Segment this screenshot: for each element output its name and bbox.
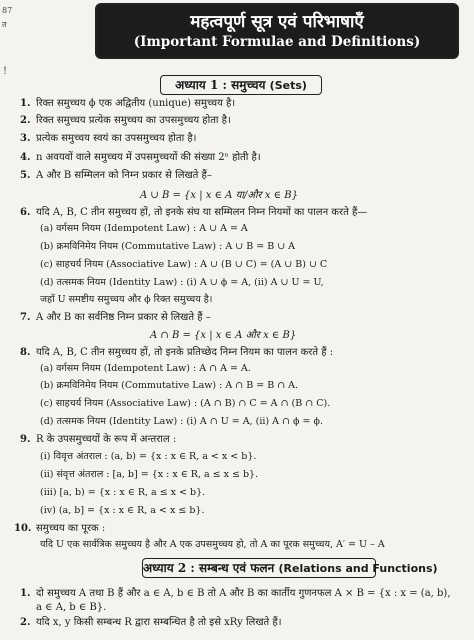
law-line: (b) क्रमविनिमेय नियम (Commutative Law) : A ∪ B = B ∪ A [40,241,296,252]
interval-line: (ii) संवृत्त अंतराल : [a, b] = {x : x ∈ R, a ≤ x ≤ b}. [40,469,259,480]
item-text: n अवयवों वाले समुच्चय में उपसमुच्चयों की संख्या 2ⁿ होती है। [36,152,261,163]
chapter-heading [160,75,322,95]
item-text: यदि A, B, C तीन समुच्चय हों, तो इनके संघ या सम्मिलन निम्न नियमों का पालन करते हैं— [36,207,368,218]
item-text: दो समुच्चय A तथा B हैं और a ∈ A, b ∈ B तो A और B का कार्तीय गुणनफल A × B = {x : x = (a, b), [36,588,451,599]
item-text: यदि x, y किसी सम्बन्ध R द्वारा सम्बन्धित है तो इसे xRy लिखते हैं। [36,617,282,628]
chapter-title-hindi: अध्याय 1 : समुच्चय [175,78,266,92]
law-line: (a) वर्गसम नियम (Idempotent Law) : A ∪ A = A [40,223,248,234]
header-title-hindi: महत्वपूर्ण सूत्र एवं परिभाषाएँ [190,12,364,32]
item-text: प्रत्येक समुच्चय स्वयं का उपसमुच्चय होता है। [36,133,197,144]
item-number: 6. [20,207,31,218]
complement-definition: यदि U एक सार्वत्रिक समुच्चय है और A एक उपसमुच्चय हो, तो A का पूरक समुच्चय, A′ = U – A [40,539,385,550]
item-number: 7. [20,312,31,323]
margin-mark: 87 [2,6,13,15]
item-text: a ∈ A, b ∈ B}. [36,602,107,613]
item-text: समुच्चय का पूरक : [36,523,106,534]
item-number: 5. [20,170,31,181]
law-line: (d) तत्समक नियम (Identity Law) : (i) A ∪ ϕ = A, (ii) A ∪ U = U, [40,277,324,288]
chapter-title-hindi: अध्याय 2 : सम्बन्ध एवं फलन [143,561,275,575]
header-title-english: (Important Formulae and Definitions) [133,34,421,50]
page-header [95,3,459,59]
interval-line: (iii) [a, b) = {x : x ∈ R, a ≤ x < b}. [40,487,206,498]
item-text: यदि A, B, C तीन समुच्चय हों, तो इनके प्रतिच्छेद निम्न नियम का पालन करते हैं : [36,347,334,358]
law-line: (d) तत्समक नियम (Identity Law) : (i) A ∩ U = A, (ii) A ∩ ϕ = ϕ. [40,416,323,427]
item-text: रिक्त समुच्चय प्रत्येक समुच्चय का उपसमुच्चय होता है। [36,115,231,126]
item-text: रिक्त समुच्चय ϕ एक अद्वितीय (unique) समुच्चय है। [36,98,236,109]
margin-notes [2,4,12,32]
chapter-heading [142,558,438,578]
interval-line: (i) विवृत्त अंतराल : (a, b) = {x : x ∈ R, a < x < b}. [40,451,257,462]
chapter-title-english: (Relations and Functions) [278,562,438,575]
item-number: 4. [20,152,31,163]
law-line: (b) क्रमविनिमेय नियम (Commutative Law) : A ∩ B = B ∩ A. [40,380,299,391]
margin-mark: ! [3,66,8,77]
item-text: R के उपसमुच्चयों के रूप में अन्तराल : [36,434,177,445]
formula: A ∩ B = {x | x ∈ A और x ∈ B} [150,330,297,341]
interval-line: (iv) (a, b] = {x : x ∈ R, a < x ≤ b}. [40,505,205,516]
formula: A ∪ B = {x | x ∈ A या/और x ∈ B} [140,190,298,201]
item-number: 3. [20,133,31,144]
item-text: A और B का सर्वनिष्ठ निम्न प्रकार से लिखते हैं – [36,312,211,323]
item-number: 2. [20,115,31,126]
item-number: 1. [20,98,31,109]
item-text: A और B सम्मिलन को निम्न प्रकार से लिखते हैं– [36,170,212,181]
chapter-title-english: (Sets) [269,79,307,92]
item-number: 9. [20,434,31,445]
law-line: जहाँ U समष्टीय समुच्चय और ϕ रिक्त समुच्चय है। [40,294,213,305]
law-line: (c) साहचर्य नियम (Associative Law) : A ∪ (B ∪ C) = (A ∪ B) ∪ C [40,259,328,270]
margin-mark: त [2,20,7,29]
item-number: 10. [14,523,32,534]
item-number: 2. [20,617,31,628]
item-number: 8. [20,347,31,358]
law-line: (a) वर्गसम नियम (Idempotent Law) : A ∩ A = A. [40,363,251,374]
law-line: (c) साहचर्य नियम (Associative Law) : (A ∩ B) ∩ C = A ∩ (B ∩ C). [40,398,331,409]
item-number: 1. [20,588,31,599]
